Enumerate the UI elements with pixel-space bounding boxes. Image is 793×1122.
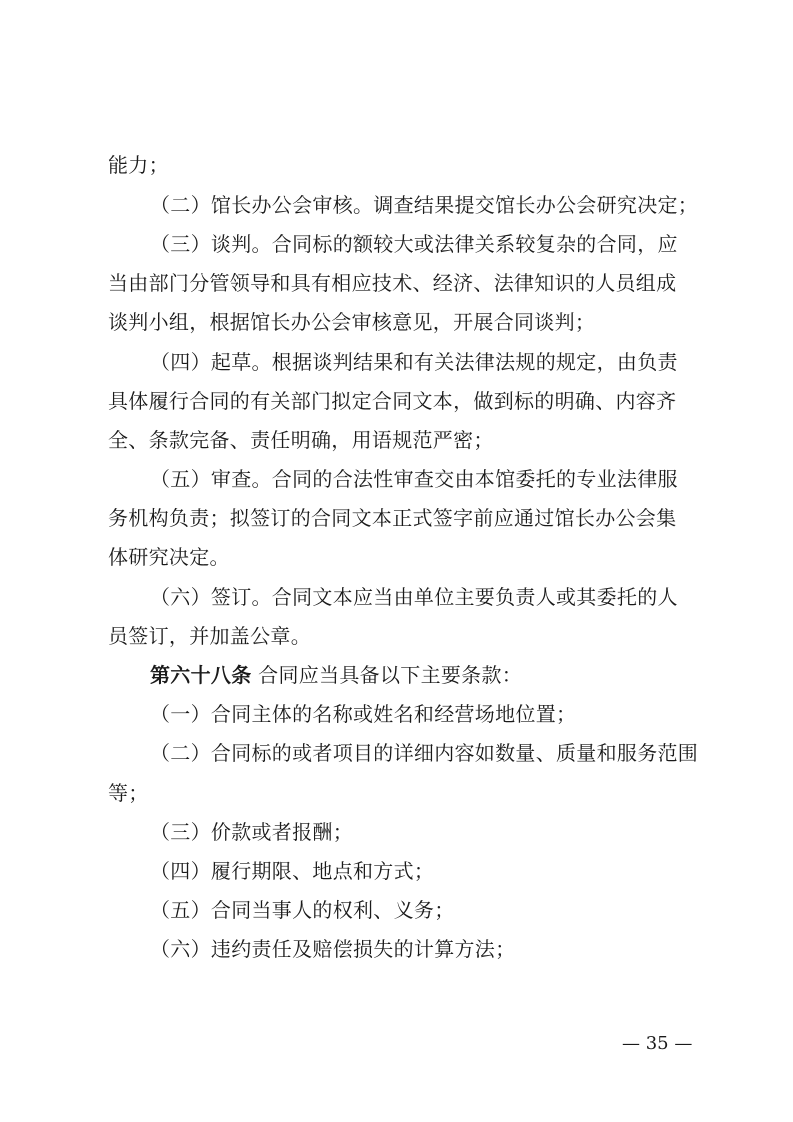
paragraph-line: 员签订，并加盖公章。 xyxy=(108,624,311,648)
list-item: （三）价款或者报酬； xyxy=(150,820,353,844)
paragraph-line: （六）签订。合同文本应当由单位主要负责人或其委托的人 xyxy=(150,585,678,609)
article-text: 合同应当具备以下主要条款： xyxy=(258,663,523,687)
paragraph-line: 当由部门分管领导和具有相应技术、经济、法律知识的人员组成 xyxy=(108,271,677,295)
list-item: （四）履行期限、地点和方式； xyxy=(150,859,435,883)
paragraph-line: 能力； xyxy=(108,153,169,177)
list-item: （六）违约责任及赔偿损失的计算方法； xyxy=(150,937,516,961)
paragraph-line: 谈判小组，根据馆长办公会审核意见，开展合同谈判； xyxy=(108,310,596,334)
paragraph-line: （四）起草。根据谈判结果和有关法律法规的规定，由负责 xyxy=(150,350,678,374)
list-item: （二）合同标的或者项目的详细内容如数量、质量和服务范围 xyxy=(150,741,699,765)
paragraph-line: 务机构负责；拟签订的合同文本正式签字前应通过馆长办公会集 xyxy=(108,506,677,530)
paragraph-line: （二）馆长办公会审核。调查结果提交馆长办公会研究决定； xyxy=(150,193,699,217)
paragraph-line: （五）审查。合同的合法性审查交由本馆委托的专业法律服 xyxy=(150,467,678,491)
list-item-continuation: 等； xyxy=(108,781,149,805)
article-heading: 第六十八条 xyxy=(150,663,252,687)
page-number: — 35 — xyxy=(622,1033,693,1054)
paragraph-line: 全、条款完备、责任明确，用语规范严密； xyxy=(108,428,494,452)
paragraph-line: 具体履行合同的有关部门拟定合同文本，做到标的明确、内容齐 xyxy=(108,389,677,413)
article-line xyxy=(150,663,698,687)
list-item: （五）合同当事人的权利、义务； xyxy=(150,898,455,922)
list-item: （一）合同主体的名称或姓名和经营场地位置； xyxy=(150,702,577,726)
paragraph-line: 体研究决定。 xyxy=(108,545,230,569)
paragraph-line: （三）谈判。合同标的额较大或法律关系较复杂的合同，应 xyxy=(150,232,678,256)
